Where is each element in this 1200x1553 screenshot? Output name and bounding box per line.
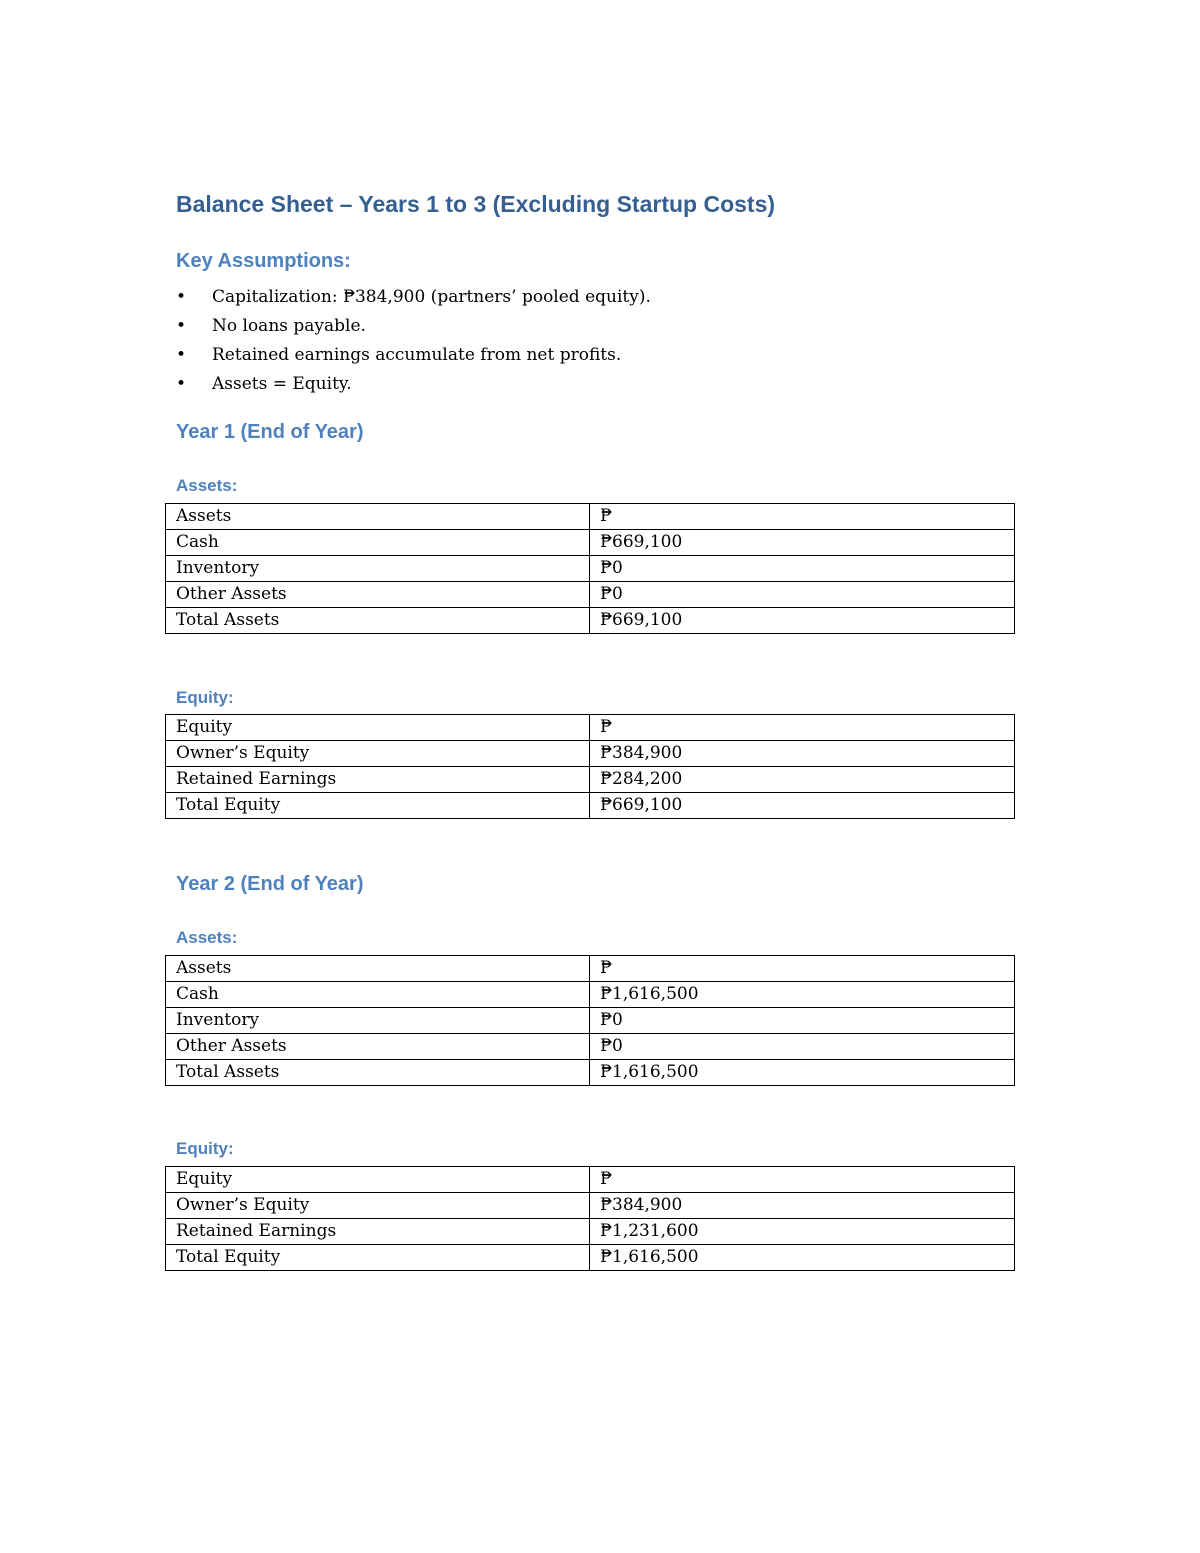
table-row [166,793,1015,819]
bullet-icon: • [176,316,187,336]
table-cell-value: ₱384,900 [590,741,1015,767]
list-item [176,312,651,341]
list-item [176,341,651,370]
bullet-icon: • [176,374,187,394]
table-cell-value: ₱669,100 [590,793,1015,819]
table-cell-value: ₱1,616,500 [590,1245,1015,1271]
list-item-text: No loans payable. [212,316,366,336]
list-item-text: Retained earnings accumulate from net profits. [212,345,622,365]
year-2-equity-table [165,1166,1015,1271]
table-cell-value: ₱669,100 [590,530,1015,556]
table-cell-value: ₱ [590,1167,1015,1193]
list-item [176,283,651,312]
table-row [166,1060,1015,1086]
table-row [166,608,1015,634]
table-cell-label: Owner’s Equity [166,741,590,767]
table-cell-value: ₱ [590,504,1015,530]
key-assumptions-list [176,283,651,399]
table-row [166,1193,1015,1219]
table-cell-label: Other Assets [166,582,590,608]
table-row [166,956,1015,982]
table-row [166,1219,1015,1245]
table-cell-value: ₱ [590,715,1015,741]
table-cell-label: Equity [166,1167,590,1193]
table-cell-value: ₱1,231,600 [590,1219,1015,1245]
table-cell-label: Total Equity [166,1245,590,1271]
table-cell-label: Assets [166,956,590,982]
year-2-heading: Year 2 (End of Year) [176,873,364,895]
table-row [166,530,1015,556]
table-row [166,1034,1015,1060]
table-row [166,1167,1015,1193]
table-cell-value: ₱ [590,956,1015,982]
table-cell-label: Total Assets [166,1060,590,1086]
table-row [166,715,1015,741]
table-cell-label: Total Assets [166,608,590,634]
table-cell-label: Assets [166,504,590,530]
table-cell-value: ₱0 [590,556,1015,582]
table-cell-label: Other Assets [166,1034,590,1060]
table-cell-label: Equity [166,715,590,741]
table-row [166,767,1015,793]
table-cell-label: Retained Earnings [166,767,590,793]
table-row [166,556,1015,582]
document-title: Balance Sheet – Years 1 to 3 (Excluding Startup Costs) [176,191,776,217]
table-row [166,1008,1015,1034]
table-row [166,741,1015,767]
key-assumptions-heading: Key Assumptions: [176,250,351,272]
table-cell-label: Total Equity [166,793,590,819]
year-2-equity-label: Equity: [176,1139,234,1158]
year-2-assets-label: Assets: [176,928,238,947]
year-1-equity-table [165,714,1015,819]
table-cell-value: ₱669,100 [590,608,1015,634]
bullet-icon: • [176,287,187,307]
year-2-assets-table [165,955,1015,1086]
table-cell-value: ₱0 [590,1008,1015,1034]
list-item [176,370,651,399]
table-row [166,982,1015,1008]
table-row [166,582,1015,608]
table-cell-label: Inventory [166,1008,590,1034]
table-cell-label: Cash [166,982,590,1008]
table-row [166,1245,1015,1271]
year-1-assets-label: Assets: [176,476,238,495]
table-cell-label: Retained Earnings [166,1219,590,1245]
list-item-text: Assets = Equity. [212,374,352,394]
bullet-icon: • [176,345,187,365]
table-cell-value: ₱1,616,500 [590,982,1015,1008]
table-cell-label: Cash [166,530,590,556]
table-cell-value: ₱284,200 [590,767,1015,793]
table-row [166,504,1015,530]
year-1-assets-table [165,503,1015,634]
table-cell-label: Inventory [166,556,590,582]
year-1-heading: Year 1 (End of Year) [176,421,364,443]
list-item-text: Capitalization: ₱384,900 (partners’ pooled equity). [212,287,651,307]
table-cell-value: ₱1,616,500 [590,1060,1015,1086]
table-cell-value: ₱0 [590,582,1015,608]
table-cell-label: Owner’s Equity [166,1193,590,1219]
year-1-equity-label: Equity: [176,688,234,707]
table-cell-value: ₱384,900 [590,1193,1015,1219]
table-cell-value: ₱0 [590,1034,1015,1060]
